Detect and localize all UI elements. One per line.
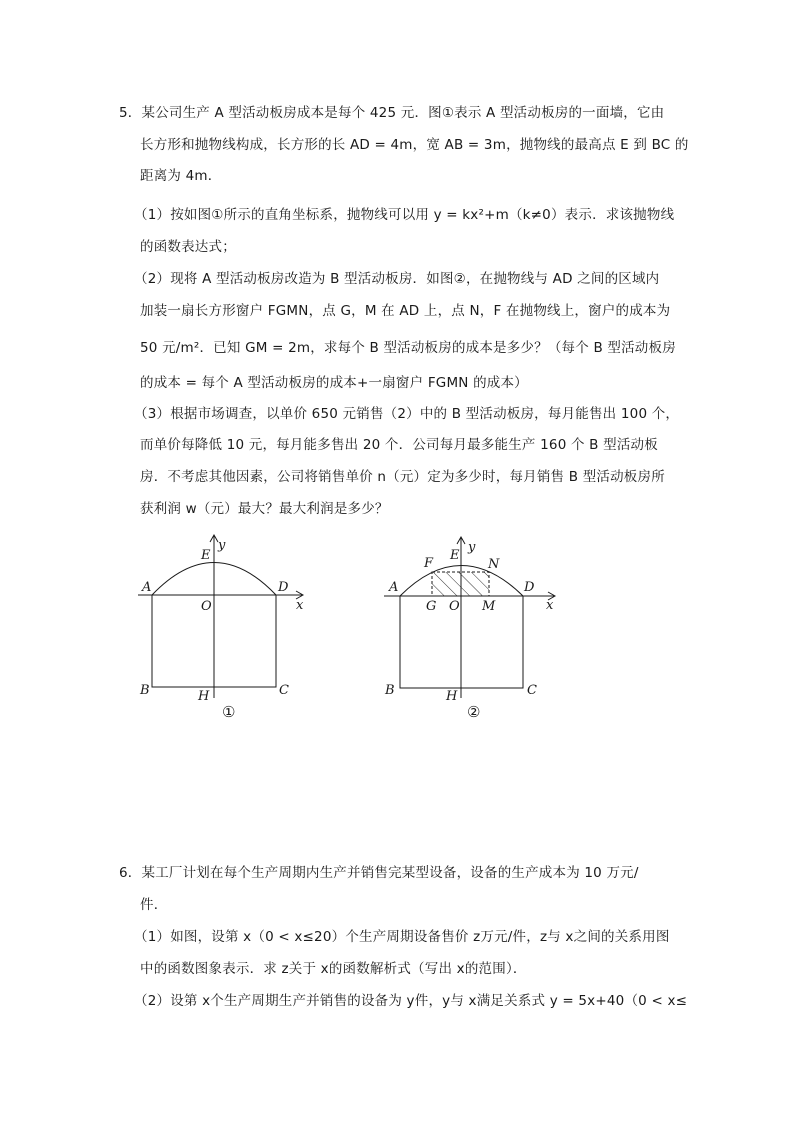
fig1-label-A: A [142, 580, 152, 595]
q5-part2-line-1: （2）现将 A 型活动板房改造为 B 型活动板房．如图②，在抛物线与 AD 之间的区域内 [134, 271, 660, 287]
q5-part3-line-4: 获利润 w（元）最大？最大利润是多少？ [140, 501, 389, 517]
q5-line-1: 5．某公司生产 A 型活动板房成本是每个 425 元．图①表示 A 型活动板房的一面墙，它由 [119, 105, 665, 121]
q5-part1-line-1: （1）按如图①所示的直角坐标系，抛物线可以用 y = kx²+m（k≠0）表示．求该抛物线 [134, 207, 675, 223]
fig2-label-N: N [488, 557, 500, 572]
q6-part1-line-1: （1）如图，设第 x（0 < x≤20）个生产周期设备售价 z万元/件，z与 x之间的关系用图 [134, 929, 670, 945]
fig2-label-A: A [389, 580, 399, 595]
q5-part2-line-2: 加装一扇长方形窗户 FGMN，点 G，M 在 AD 上，点 N，F 在抛物线上，窗户的成本为 [140, 303, 671, 319]
fig1-label-E: E [201, 548, 211, 563]
fig2-label-H: H [446, 689, 458, 704]
q6-line-2: 件． [140, 897, 168, 913]
fig1-label-C: C [279, 683, 289, 698]
fig1-label-H: H [198, 689, 210, 704]
fig1-label-O: O [201, 599, 212, 614]
q5-part3-line-1: （3）根据市场调查，以单价 650 元销售（2）中的 B 型活动板房，每月能售出 100 个， [134, 406, 680, 422]
fig2-label-F: F [424, 556, 434, 571]
q5-part3-line-3: 房．不考虑其他因素，公司将销售单价 n（元）定为多少时，每月销售 B 型活动板房所 [140, 469, 665, 485]
fig1-label-D: D [278, 580, 289, 595]
fig2-label-D: D [524, 580, 535, 595]
fig1-caption: ① [222, 703, 236, 721]
figure-1 [130, 530, 320, 725]
q5-part2-line-4: 的成本 = 每个 A 型活动板房的成本+一扇窗户 FGMN 的成本） [140, 375, 528, 391]
fig2-label-C: C [527, 683, 537, 698]
q5-part3-line-2: 而单价每降低 10 元，每月能多售出 20 个．公司每月最多能生产 160 个 B 型活动板 [140, 437, 658, 453]
q5-part1-line-2: 的函数表达式； [140, 239, 236, 255]
fig2-label-G: G [426, 599, 437, 614]
figure-2 [378, 530, 568, 725]
q6-part2-line-1: （2）设第 x个生产周期生产并销售的设备为 y件，y与 x满足关系式 y = 5x+40（0 < x≤ [134, 993, 688, 1009]
q5-line-3: 距离为 4m． [140, 168, 222, 184]
fig2-window-FGMN [432, 572, 489, 596]
q6-part1-line-2: 中的函数图象表示．求 z关于 x的函数解析式（写出 x的范围）． [140, 961, 527, 977]
q5-part2-line-3: 50 元/m²．已知 GM = 2m，求每个 B 型活动板房的成本是多少？（每个 B 型活动板房 [140, 340, 676, 356]
fig2-label-x: x [546, 598, 554, 613]
fig2-label-B: B [385, 683, 395, 698]
fig2-label-y: y [468, 540, 476, 555]
q6-line-1: 6．某工厂计划在每个生产周期内生产并销售完某型设备，设备的生产成本为 10 万元/ [119, 865, 639, 881]
q5-line-2: 长方形和抛物线构成，长方形的长 AD = 4m，宽 AB = 3m，抛物线的最高点 E 到 BC 的 [140, 137, 689, 153]
fig2-label-M: M [482, 599, 496, 614]
fig2-label-E: E [450, 548, 460, 563]
fig1-label-x: x [296, 598, 304, 613]
fig1-label-y: y [218, 538, 226, 553]
fig2-label-O: O [449, 599, 460, 614]
fig2-caption: ② [467, 703, 481, 721]
fig1-label-B: B [140, 683, 150, 698]
